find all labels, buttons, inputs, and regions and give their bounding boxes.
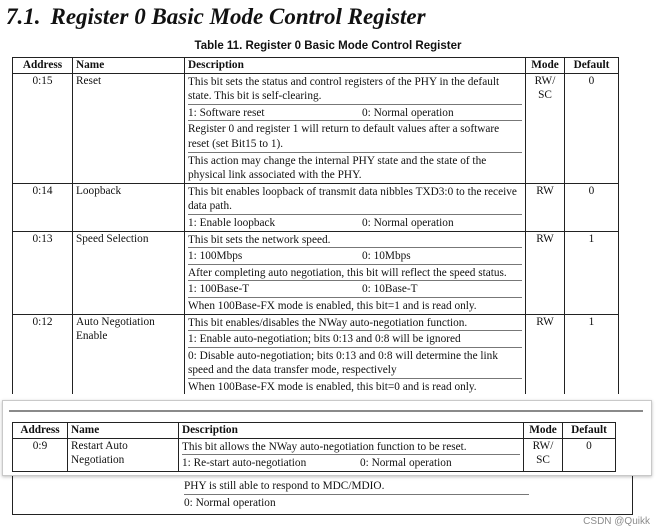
row-default: 0 xyxy=(563,438,616,471)
fragment-line: PHY is still able to respond to MDC/MDIO. xyxy=(184,478,529,495)
section-number: 7.1. xyxy=(6,4,41,29)
row-address: 0:9 xyxy=(13,438,68,471)
section-title: Register 0 Basic Mode Control Register xyxy=(50,4,426,29)
header-description: Description xyxy=(185,58,526,74)
fragment-description xyxy=(184,478,529,510)
header-mode: Mode xyxy=(524,423,563,439)
section-heading xyxy=(6,4,426,30)
row-mode: RW/ SC xyxy=(526,73,565,183)
desc-line: 0: Disable auto-negotiation; bits 0:13 and 0:8 will determine the link speed and the data transfer mode, respectively xyxy=(188,348,522,379)
desc-line: 1: 100Mbps 0: 10Mbps xyxy=(188,248,522,265)
divider xyxy=(9,410,643,412)
table-caption: Table 11. Register 0 Basic Mode Control Register xyxy=(194,40,462,52)
row-name: Restart Auto Negotiation xyxy=(68,438,179,471)
row-default: 1 xyxy=(565,314,619,395)
row-mode: RW xyxy=(526,314,565,395)
header-name: Name xyxy=(73,58,185,74)
overlay-table xyxy=(12,422,616,472)
header-address: Address xyxy=(13,423,68,439)
row-mode: RW xyxy=(526,231,565,314)
desc-line: When 100Base-FX mode is enabled, this bit=0 and is read only. xyxy=(188,380,477,393)
row-address: 0:13 xyxy=(13,231,73,314)
row-default: 0 xyxy=(565,73,619,183)
row-description xyxy=(179,438,524,471)
row-description xyxy=(185,183,526,231)
table-row xyxy=(13,73,619,183)
desc-line: 1: Re-start auto-negotiation 0: Normal operation xyxy=(182,457,452,470)
table-row xyxy=(13,314,619,395)
row-default: 1 xyxy=(565,231,619,314)
desc-line: 1: Software reset 0: Normal operation xyxy=(188,105,522,122)
header-address: Address xyxy=(13,58,73,74)
row-address: 0:15 xyxy=(13,73,73,183)
row-default: 0 xyxy=(565,183,619,231)
header-name: Name xyxy=(68,423,179,439)
table-header-row xyxy=(13,423,616,439)
fragment-line: 0: Normal operation xyxy=(184,496,276,509)
row-description xyxy=(185,314,526,395)
table-row xyxy=(13,183,619,231)
desc-line: This bit sets the network speed. xyxy=(188,232,522,249)
row-mode: RW/ SC xyxy=(524,438,563,471)
desc-line: 1: Enable loopback 0: Normal operation xyxy=(188,216,454,229)
row-name: Loopback xyxy=(73,183,185,231)
watermark: CSDN @Quikk xyxy=(583,516,650,527)
header-mode: Mode xyxy=(526,58,565,74)
desc-line: This bit sets the status and control registers of the PHY in the default state. This bit is self-clearing. xyxy=(188,74,522,105)
desc-line: This bit enables loopback of transmit data nibbles TXD3:0 to the receive data path. xyxy=(188,184,522,215)
register-table xyxy=(12,57,619,395)
row-name: Speed Selection xyxy=(73,231,185,314)
overlay-panel xyxy=(2,400,652,476)
desc-line: This action may change the internal PHY state and the state of the physical link associated with the PHY. xyxy=(188,154,487,182)
table-row xyxy=(13,438,616,471)
row-description xyxy=(185,73,526,183)
row-name: Auto Negotiation Enable xyxy=(73,314,185,395)
table-row xyxy=(13,231,619,314)
desc-line: This bit enables/disables the NWay auto-negotiation function. xyxy=(188,315,522,332)
row-name: Reset xyxy=(73,73,185,183)
header-default: Default xyxy=(563,423,616,439)
desc-line: When 100Base-FX mode is enabled, this bit=1 and is read only. xyxy=(188,299,477,312)
row-description xyxy=(185,231,526,314)
table-header-row xyxy=(13,58,619,74)
row-address: 0:12 xyxy=(13,314,73,395)
desc-line: 1: Enable auto-negotiation; bits 0:13 and 0:8 will be ignored xyxy=(188,331,522,348)
header-description: Description xyxy=(179,423,524,439)
row-mode: RW xyxy=(526,183,565,231)
row-address: 0:14 xyxy=(13,183,73,231)
desc-line: After completing auto negotiation, this bit will reflect the speed status. xyxy=(188,265,522,282)
desc-line: 1: 100Base-T 0: 10Base-T xyxy=(188,281,522,298)
desc-line: This bit allows the NWay auto-negotiation function to be reset. xyxy=(182,439,520,456)
header-default: Default xyxy=(565,58,619,74)
desc-line: Register 0 and register 1 will return to default values after a software reset (set Bit15 to 1). xyxy=(188,121,522,152)
